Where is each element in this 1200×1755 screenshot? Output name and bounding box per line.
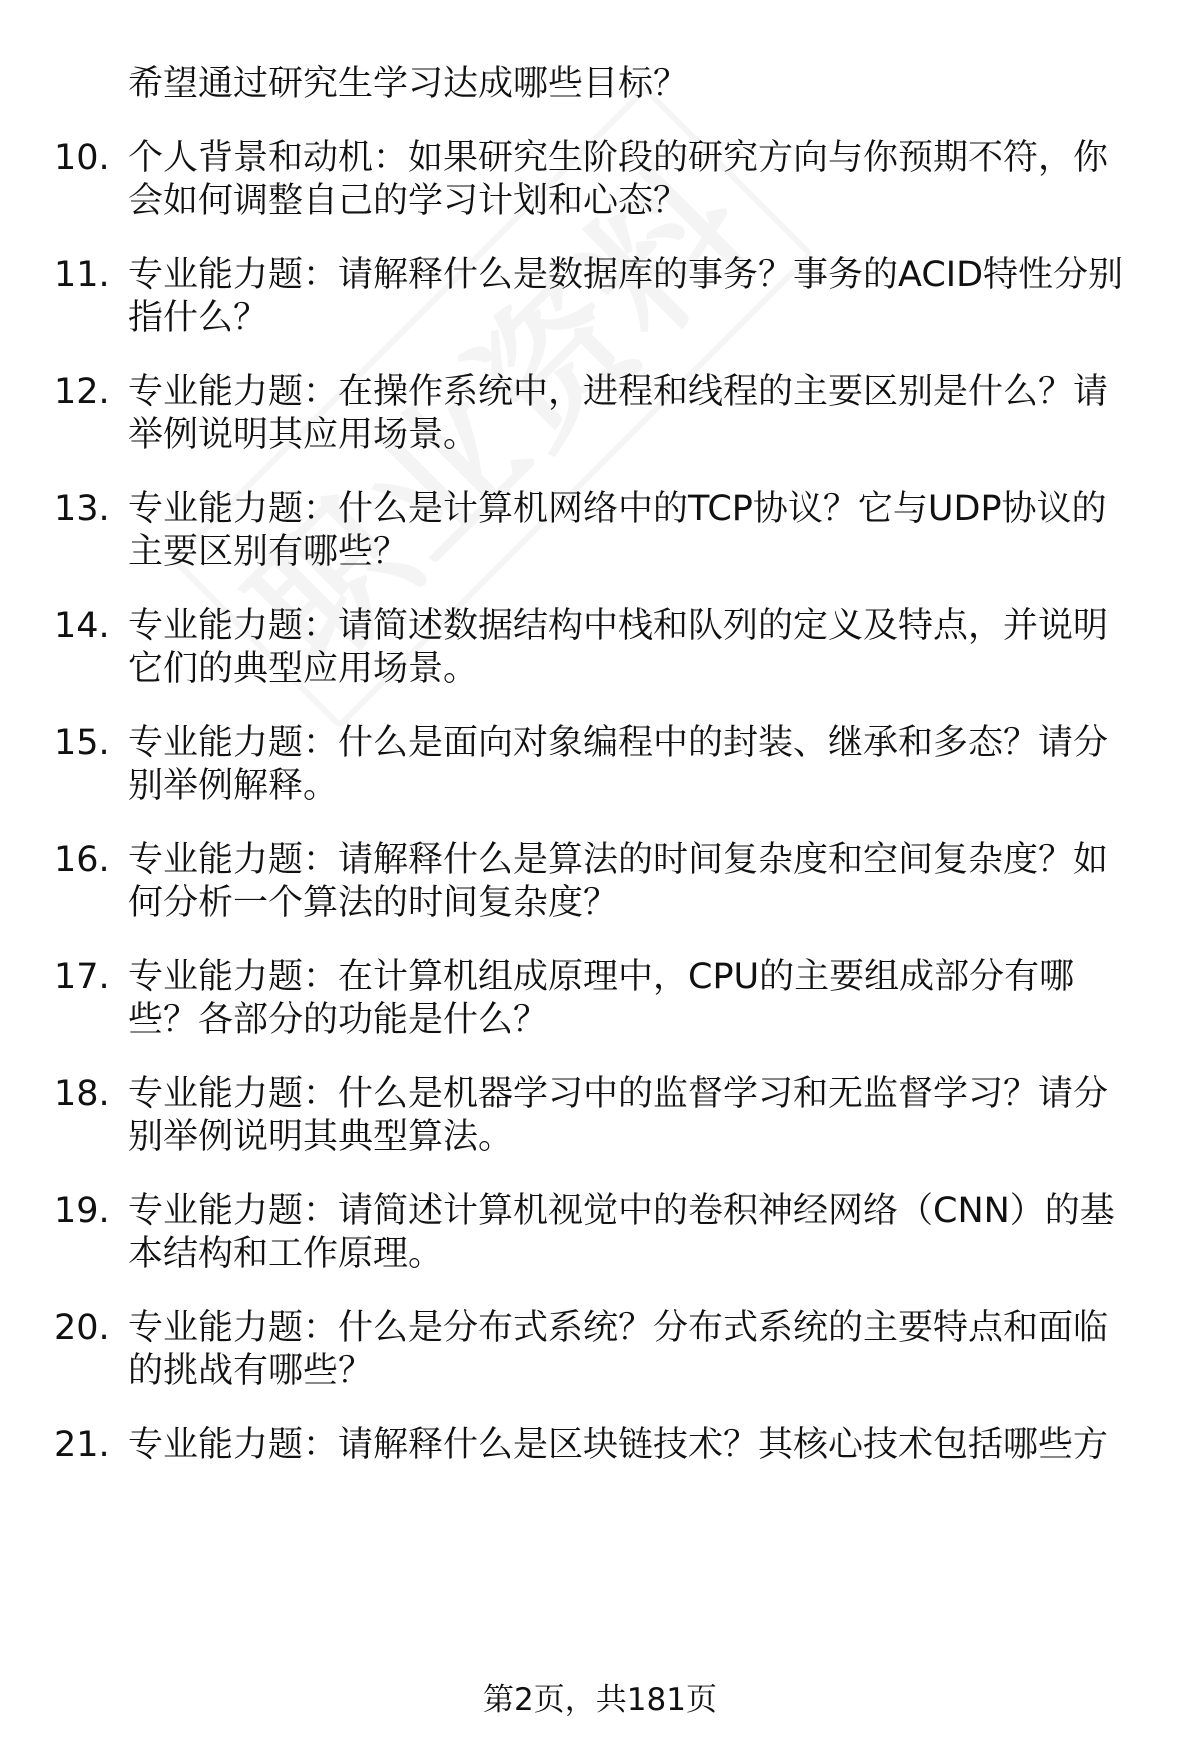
- question-text-line: 专业能力题：什么是计算机网络中的TCP协议？它与UDP协议的: [128, 489, 1107, 529]
- question-number: 10.: [54, 138, 110, 178]
- page-footer: 第2页，共181页: [483, 1682, 717, 1718]
- question-text-line: 本结构和工作原理。: [128, 1234, 444, 1274]
- question-text-line: 专业能力题：请解释什么是数据库的事务？事务的ACID特性分别: [128, 255, 1124, 295]
- question-text-line: 举例说明其应用场景。: [128, 415, 479, 455]
- question-number: 14.: [54, 606, 110, 646]
- question-text-line: 专业能力题：什么是分布式系统？分布式系统的主要特点和面临: [128, 1308, 1109, 1348]
- question-number: 21.: [54, 1425, 110, 1465]
- question-text-line: 会如何调整自己的学习计划和心态？: [128, 181, 689, 221]
- question-number: 11.: [54, 255, 110, 295]
- question-text-line: 个人背景和动机：如果研究生阶段的研究方向与你预期不符，你: [128, 138, 1109, 178]
- question-number: 12.: [54, 372, 110, 412]
- question-number: 18.: [54, 1074, 110, 1114]
- continuation-line: 希望通过研究生学习达成哪些目标？: [128, 64, 689, 104]
- question-text-line: 何分析一个算法的时间复杂度？: [128, 883, 619, 923]
- question-text-line: 指什么？: [128, 298, 269, 338]
- question-number: 20.: [54, 1308, 110, 1348]
- question-text-line: 的挑战有哪些？: [128, 1351, 374, 1391]
- question-text-line: 别举例说明其典型算法。: [128, 1117, 514, 1157]
- question-number: 13.: [54, 489, 110, 529]
- question-number: 15.: [54, 723, 110, 763]
- question-text-line: 别举例解释。: [128, 766, 339, 806]
- question-text-line: 专业能力题：在计算机组成原理中，CPU的主要组成部分有哪: [128, 957, 1075, 997]
- question-text-line: 它们的典型应用场景。: [128, 649, 479, 689]
- question-text-line: 专业能力题：在操作系统中，进程和线程的主要区别是什么？请: [128, 372, 1109, 412]
- question-text-line: 专业能力题：请简述计算机视觉中的卷积神经网络（CNN）的基: [128, 1191, 1115, 1231]
- question-text-line: 专业能力题：请解释什么是算法的时间复杂度和空间复杂度？如: [128, 840, 1109, 880]
- question-text-line: 专业能力题：什么是面向对象编程中的封装、继承和多态？请分: [128, 723, 1109, 763]
- question-number: 19.: [54, 1191, 110, 1231]
- question-text-line: 专业能力题：什么是机器学习中的监督学习和无监督学习？请分: [128, 1074, 1109, 1114]
- question-number: 16.: [54, 840, 110, 880]
- question-number: 17.: [54, 957, 110, 997]
- question-text-line: 主要区别有哪些？: [128, 532, 409, 572]
- question-text-line: 专业能力题：请解释什么是区块链技术？其核心技术包括哪些方: [128, 1425, 1109, 1465]
- question-text-line: 专业能力题：请简述数据结构中栈和队列的定义及特点，并说明: [128, 606, 1109, 646]
- question-text-line: 些？各部分的功能是什么？: [128, 1000, 549, 1040]
